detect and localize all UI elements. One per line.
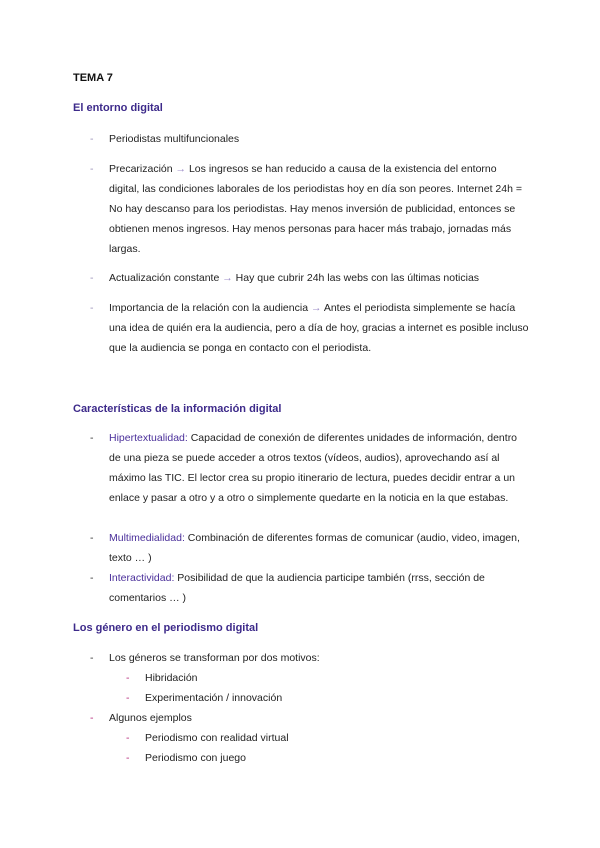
sub-list-item — [126, 728, 525, 748]
bullet-dash: - — [126, 672, 130, 684]
bullet-dash: - — [90, 532, 94, 544]
sub-item-text: Periodismo con juego — [145, 752, 246, 764]
bullet-dash: - — [126, 692, 130, 704]
item-text: Los ingresos se han reducido a causa de la existencia del entorno digital, las condiciones laborales de los periodistas hoy en día son peores. Internet 24h = No hay descanso para los periodistas. Hay menos inversión de publicidad, entonces se obtienen menos ingresos. Hay menos personas para hacer más trabajo, jornadas más largas. — [109, 163, 522, 255]
item-text: Capacidad de conexión de diferentes unidades de información, dentro de una pieza se puede acceder a otros textos (vídeos, audios), aprovechando así al máximo las TIC. El lector crea su propio itinerario de lectura, puedes decidir entrar a un enlace y pasar a otro y a otro o simplemente quedarte en la noticia en la que estabas. — [109, 432, 518, 504]
sub-item-text: Hibridación — [145, 672, 198, 684]
sub-list-item — [126, 748, 525, 768]
bullet-dash: - — [90, 133, 94, 145]
item-lead: Actualización constante — [109, 272, 220, 284]
list-item — [90, 298, 529, 358]
item-lead: Importancia de la relación con la audiencia — [109, 302, 309, 314]
sub-list-item — [126, 688, 525, 708]
item-term: Hipertextualidad: — [109, 432, 188, 444]
page-title: TEMA 7 — [73, 72, 113, 84]
item-text: Posibilidad de que la audiencia participe también (rrss, sección de comentarios … ) — [109, 572, 485, 604]
list-item — [90, 648, 529, 668]
sub-item-text: Experimentación / innovación — [145, 692, 283, 704]
bullet-dash: - — [90, 652, 94, 664]
item-text: Los géneros se transforman por dos motivos: — [109, 652, 320, 664]
section-heading-generos: Los género en el periodismo digital — [73, 622, 259, 634]
bullet-dash: - — [126, 752, 130, 764]
list-item — [90, 129, 529, 149]
item-text: Combinación de diferentes formas de comunicar (audio, video, imagen, texto … ) — [109, 532, 520, 564]
item-text: Periodistas multifuncionales — [109, 133, 240, 145]
item-term: Multimedialidad: — [109, 532, 185, 544]
list-item — [90, 708, 529, 728]
arrow-icon: → — [222, 272, 233, 284]
bullet-dash: - — [90, 712, 94, 724]
item-text: Antes el periodista simplemente se hacía una idea de quién era la audiencia, pero a día de hoy, gracias a internet es posible incluso que la audiencia se ponga en contacto con el periodista. — [109, 302, 529, 354]
bullet-dash: - — [90, 572, 94, 584]
item-text: Algunos ejemplos — [109, 712, 192, 724]
list-item — [90, 268, 529, 288]
item-text: Hay que cubrir 24h las webs con las últimas noticias — [235, 272, 480, 284]
bullet-dash: - — [90, 163, 94, 175]
arrow-icon: → — [175, 163, 187, 175]
bullet-dash: - — [126, 732, 130, 744]
arrow-icon: → — [310, 302, 322, 314]
item-term: Interactividad: — [109, 572, 175, 584]
sub-list-item — [126, 668, 525, 688]
sub-item-text: Periodismo con realidad virtual — [145, 732, 289, 744]
bullet-dash: - — [90, 302, 94, 314]
bullet-dash: - — [90, 272, 94, 284]
section-heading-caracteristicas: Características de la información digital — [73, 403, 282, 415]
bullet-dash: - — [90, 432, 94, 444]
list-item — [90, 528, 529, 568]
section-heading-entorno: El entorno digital — [73, 102, 163, 114]
item-lead: Precarización — [109, 163, 173, 175]
list-item — [90, 428, 529, 508]
list-item — [90, 159, 529, 259]
list-item — [90, 568, 529, 608]
